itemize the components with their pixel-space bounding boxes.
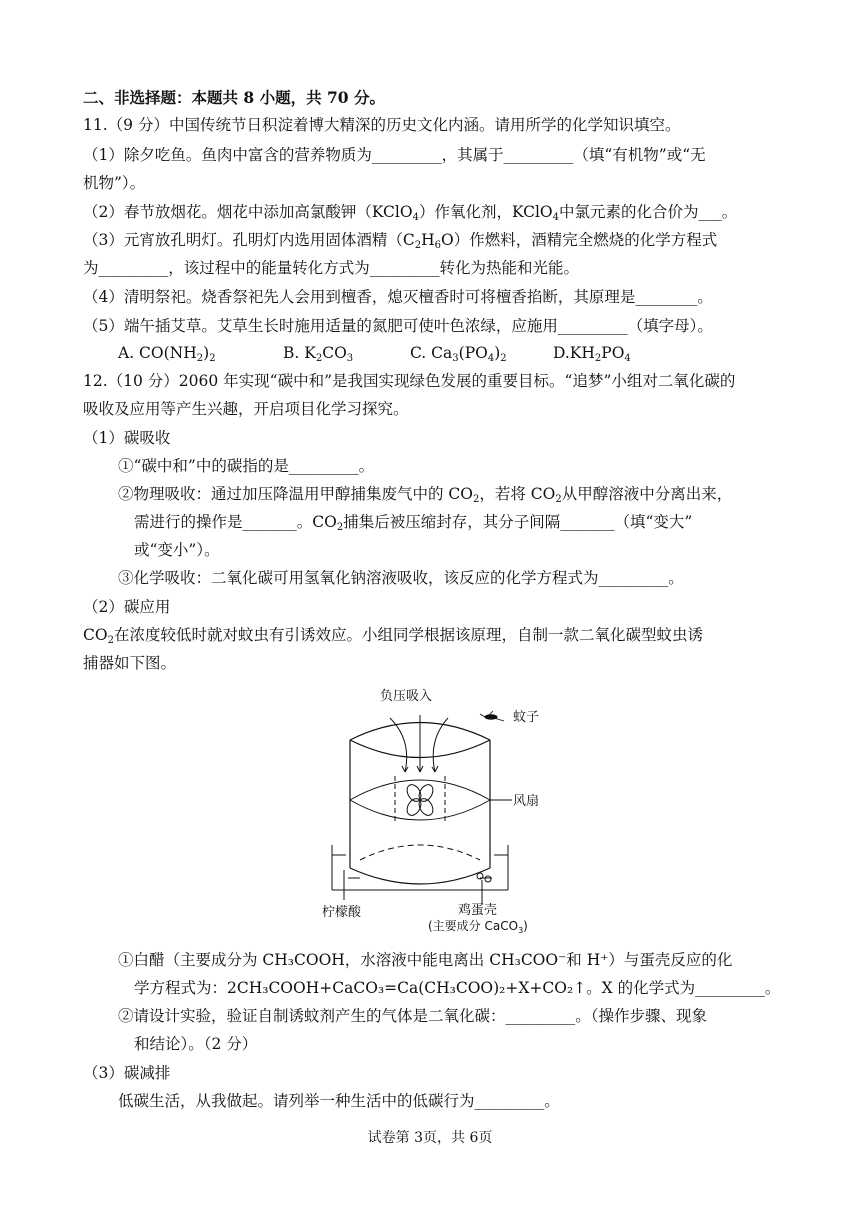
fan-icon: [350, 776, 512, 824]
q11-option-c: C. $Ca_3(PO_4)_2$: [410, 344, 507, 364]
page-footer: 试卷第 3页，共 6页: [367, 1130, 493, 1146]
q12-s2-item2-line2: 和结论）。（2 分）: [134, 1035, 258, 1053]
q12-s2-text-line1: $CO_2$在浓度较低时就对蚊虫有引诱效应。小组同学根据该原理，自制一款二氧化碳型蚊虫诱: [83, 626, 703, 646]
q11-part1-line2: 机物”）。: [83, 174, 146, 192]
q12-s1-item3: ③化学吸收：二氧化碳可用氢氧化钠溶液吸收，该反应的化学方程式为_________。: [118, 569, 684, 587]
q12-section2-title: （2）碳应用: [83, 598, 171, 616]
q12-s1-item1: ①“碳中和”中的碳指的是_________。: [118, 457, 375, 475]
liquid-bath: [332, 845, 508, 905]
q11-intro: 11.（9 分）中国传统节日积淀着博大精深的历史文化内涵。请用所学的化学知识填空。: [83, 116, 681, 134]
label-negative-pressure: 负压吸入: [380, 689, 433, 704]
label-main-component: (主要成分 CaCO$_3$): [428, 919, 528, 935]
q12-intro-line1: 12.（10 分）2060 年实现“碳中和”是我国实现绿色发展的重要目标。“追梦”小组对二氧化碳的: [83, 372, 736, 390]
q12-s3-text: 低碳生活，从我做起。请列举一种生活中的低碳行为_________。: [118, 1092, 560, 1110]
q12-intro-line2: 吸收及应用等产生兴趣，开启项目化学习探究。: [83, 400, 409, 418]
q12-s2-item2-line1: ②请设计实验，验证自制诱蚊剂产生的气体是二氧化碳：_________。（操作步骤、现象: [118, 1007, 708, 1025]
q11-option-a: A. $CO(NH_2)_2$: [118, 344, 216, 364]
q11-part5: （5）端午插艾草。艾草生长时施用适量的氮肥可使叶色浓绿，应施用_________（填字母）。: [83, 317, 713, 335]
q12-s2-item1-line1: ①白醋（主要成分为 CH₃COOH，水溶液中能电离出 CH₃COO⁻和 H⁺）与蛋壳反应的化: [118, 951, 733, 969]
q11-part3-line1: （3）元宵放孔明灯。孔明灯内选用固体酒精$(C_2H_6O)$作燃料，酒精完全燃烧的化学方程式: [83, 231, 718, 251]
q11-part2: （2）春节放烟花。烟花中添加高氯酸钾（KClO$_4$）作氧化剂，KClO$_4$中氯元素的化合价为___。: [83, 203, 738, 223]
q11-part1-line1: （1）除夕吃鱼。鱼肉中富含的营养物质为_________，其属于_________（填“有机物”或“无: [83, 146, 706, 164]
mosquito-trap-diagram: [320, 680, 580, 935]
q12-s1-item2-line3: 或“变小”）。: [134, 541, 220, 559]
q11-option-b: B. $K_2CO_3$: [283, 344, 354, 364]
q12-section1-title: （1）碳吸收: [83, 429, 171, 447]
section-title: 二、非选择题：本题共 8 小题，共 70 分。: [83, 88, 385, 107]
q12-section3-title: （3）碳减排: [83, 1064, 171, 1082]
q11-part4: （4）清明祭祀。烧香祭祀先人会用到檀香，熄灭檀香时可将檀香掐断，其原理是________。: [83, 288, 713, 306]
q12-s1-item2-line2: 需进行的操作是_______。$CO_2$捕集后被压缩封存，其分子间隔_______（填“变大”: [134, 513, 693, 533]
q11-option-d: $D.KH_2PO_4$: [553, 344, 631, 364]
q12-s2-text-line2: 捕器如下图。: [83, 654, 177, 672]
label-eggshell: 鸡蛋壳: [458, 903, 498, 918]
q12-s1-item2-line1: ②物理吸收：通过加压降温用甲醇捕集废气中的 $CO_2$，若将 $CO_2$从甲醇溶液中分离出来，: [118, 485, 733, 505]
label-fan: 风扇: [513, 794, 540, 809]
q11-part3-line2: 为_________，该过程中的能量转化方式为_________转化为热能和光能。: [83, 259, 580, 277]
mosquito-icon: [480, 711, 504, 721]
q12-s2-item1-line2: 学方程式为：2CH₃COOH+CaCO₃=Ca(CH₃COO)₂+X+CO₂↑。X 的化学式为_________。: [134, 979, 781, 997]
label-citric-acid: 柠檬酸: [322, 905, 362, 920]
label-mosquito: 蚊子: [513, 710, 540, 725]
